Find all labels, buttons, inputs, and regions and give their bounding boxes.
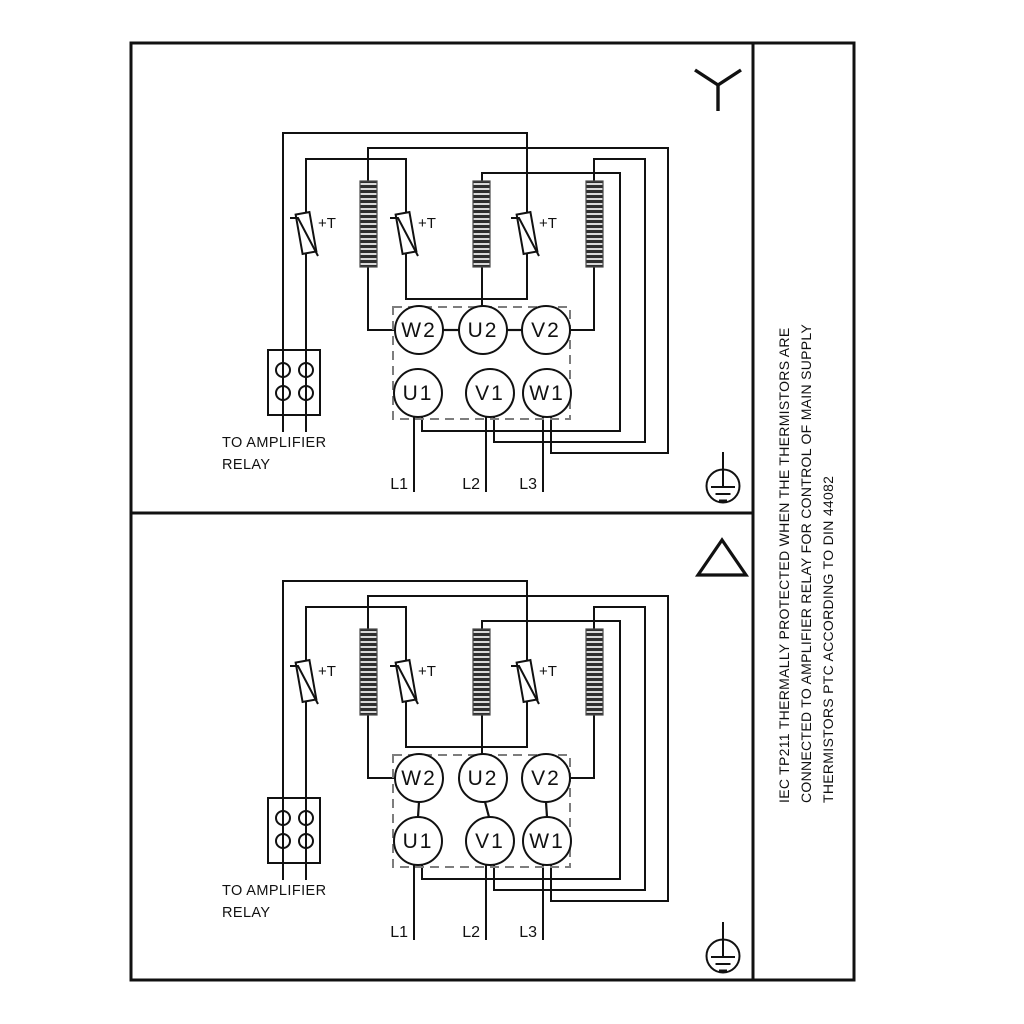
bridge-v2-w1 <box>546 802 547 817</box>
ground-icon-top <box>707 452 740 503</box>
star-circuit <box>222 133 668 493</box>
ground-icon-bottom <box>707 922 740 973</box>
side-note-line1: IEC TP211 THERMALLY PROTECTED WHEN THE THERMISTORS ARE <box>776 327 792 803</box>
side-note-line3: THERMISTORS PTC ACCORDING TO DIN 44082 <box>820 475 836 803</box>
star-wye-icon <box>695 70 741 111</box>
bridge-w2-u1 <box>418 802 419 817</box>
delta-bridge-links <box>418 802 547 817</box>
side-note-line2: CONNECTED TO AMPLIFIER RELAY FOR CONTROL OF MAIN SUPPLY <box>798 323 814 803</box>
panel-delta <box>222 540 746 973</box>
delta-icon <box>698 540 746 575</box>
delta-circuit <box>222 581 668 941</box>
panel-star <box>222 70 741 503</box>
side-note <box>776 324 836 803</box>
bridge-u2-v1 <box>485 802 489 817</box>
